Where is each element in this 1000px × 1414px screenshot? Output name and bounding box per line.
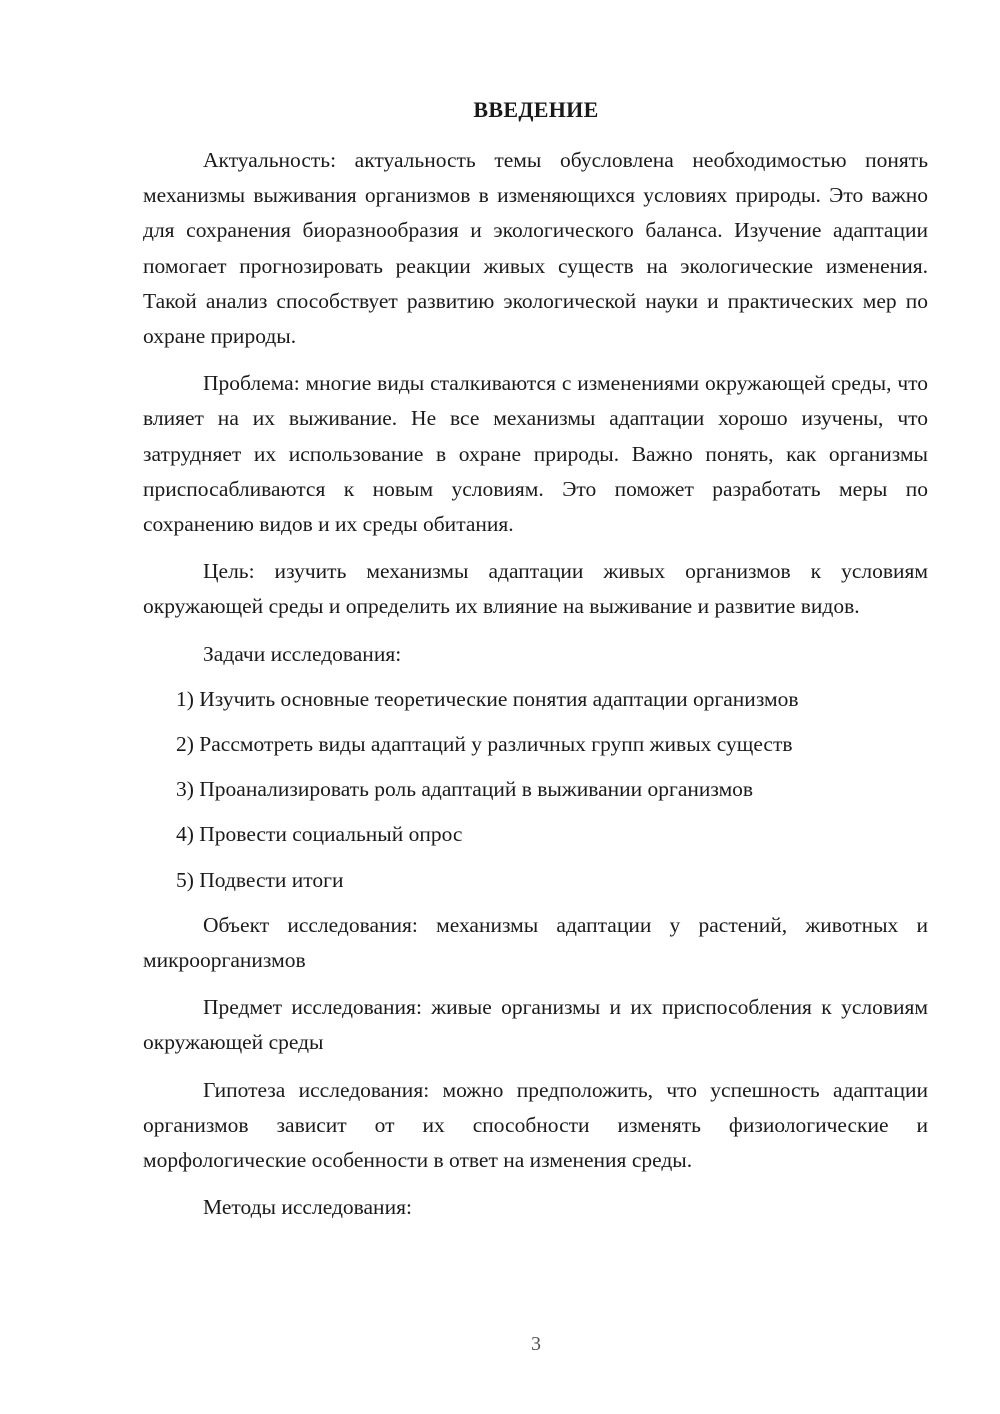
list-item: 4) Провести социальный опрос	[176, 822, 463, 847]
list-item: 5) Подвести итоги	[176, 867, 344, 892]
hypothesis-paragraph: Гипотеза исследования: можно предположить, что успешность адаптации организмов зависит от их способности изменять физиологические и морфологические особенности в ответ на изменения среды.	[143, 1077, 928, 1173]
problem-paragraph: Проблема: многие виды сталкиваются с изменениями окружающей среды, что влияет на их выживание. Не все механизмы адаптации хорошо изучены, что затрудняет их использование в охране природы. Важно понять, как организмы приспосабливаются к новым условиям. Это поможет разработать меры по сохранению видов и их среды обитания.	[143, 371, 928, 537]
list-item: 2) Рассмотреть виды адаптаций у различных групп живых существ	[176, 732, 793, 757]
subject-paragraph: Предмет исследования: живые организмы и их приспособления к условиям окружающей среды	[143, 995, 928, 1055]
relevance-paragraph: Актуальность: актуальность темы обусловлена необходимостью понять механизмы выживания организмов в изменяющихся условиях природы. Это важно для сохранения биоразнообразия и экологического баланса. Изучение адаптации помогает прогнозировать реакции живых существ на экологические изменения. Такой анализ способствует развитию экологической науки и практических мер по охране природы.	[143, 148, 928, 349]
object-paragraph: Объект исследования: механизмы адаптации у растений, животных и микроорганизмов	[143, 912, 928, 973]
list-item: 3) Проанализировать роль адаптаций в выживании организмов	[176, 777, 754, 802]
body-text	[143, 143, 928, 1225]
methods-heading: Методы исследования:	[203, 1195, 412, 1220]
list-item: 1) Изучить основные теоретические понятия адаптации организмов	[176, 686, 799, 711]
goal-paragraph: Цель: изучить механизмы адаптации живых организмов к условиям окружающей среды и определить их влияние на выживание и развитие видов.	[143, 559, 928, 619]
tasks-heading: Задачи исследования:	[203, 641, 402, 666]
tasks-list	[143, 682, 928, 898]
page-title: ВВЕДЕНИЕ	[473, 97, 599, 122]
page-number: 3	[531, 1333, 541, 1355]
